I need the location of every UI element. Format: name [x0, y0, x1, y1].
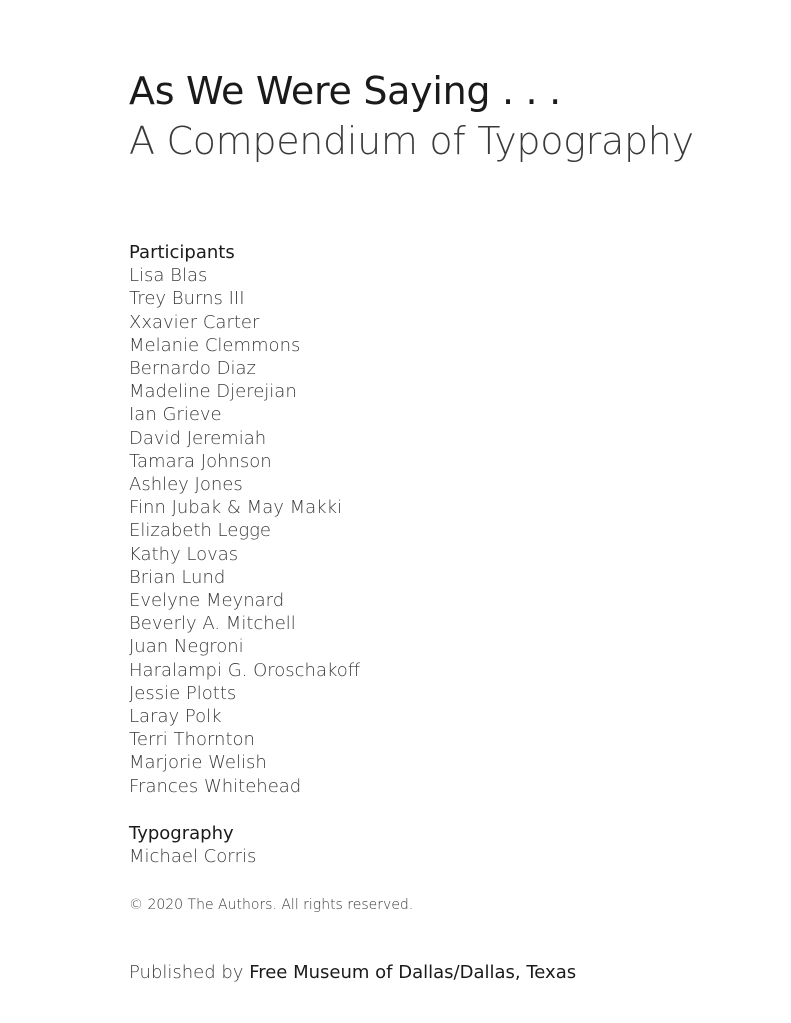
participant-name: Tamara Johnson: [129, 450, 272, 472]
participant-name: Juan Negroni: [129, 636, 244, 658]
participant-name: Brian Lund: [129, 566, 226, 588]
participant-name: Terri Thornton: [129, 729, 255, 751]
copyright-notice: © 2020 The Authors. All rights reserved.: [129, 897, 414, 913]
participant-name: Lisa Blas: [129, 265, 208, 287]
participant-name: Melanie Clemmons: [129, 334, 301, 356]
participant-name: Frances Whitehead: [129, 775, 302, 797]
participants-list: [129, 264, 360, 798]
participant-name: Ian Grieve: [129, 404, 222, 426]
typographer-name: Michael Corris: [129, 846, 257, 868]
typography-list: [129, 845, 256, 868]
participant-name: David Jeremiah: [129, 427, 267, 449]
participants-heading: Participants: [129, 242, 235, 263]
participant-name: Jessie Plotts: [129, 682, 237, 704]
book-title: As We Were Saying . . .: [129, 69, 561, 113]
participant-name: Trey Burns III: [129, 288, 245, 310]
book-subtitle: A Compendium of Typography: [129, 119, 694, 163]
typography-heading: Typography: [129, 823, 234, 844]
participant-name: Kathy Lovas: [129, 543, 239, 565]
participant-name: Marjorie Welish: [129, 752, 267, 774]
participant-name: Elizabeth Legge: [129, 520, 272, 542]
participant-name: Finn Jubak & May Makki: [129, 497, 343, 519]
participant-name: Laray Polk: [129, 706, 222, 728]
publisher-name: Free Museum of Dallas/Dallas, Texas: [249, 962, 577, 983]
participant-name: Xxavier Carter: [129, 311, 260, 333]
typography-section: [129, 822, 256, 868]
participant-name: Bernardo Diaz: [129, 358, 256, 380]
participants-section: [129, 241, 360, 798]
participant-name: Evelyne Meynard: [129, 590, 285, 612]
publisher-line: [129, 961, 576, 985]
participant-name: Ashley Jones: [129, 474, 243, 496]
title-block: [129, 66, 694, 166]
participant-name: Haralampi G. Oroschakoff: [129, 659, 361, 681]
participant-name: Beverly A. Mitchell: [129, 613, 296, 635]
participant-name: Madeline Djerejian: [129, 381, 297, 403]
publisher-prefix: Published by: [129, 962, 250, 983]
